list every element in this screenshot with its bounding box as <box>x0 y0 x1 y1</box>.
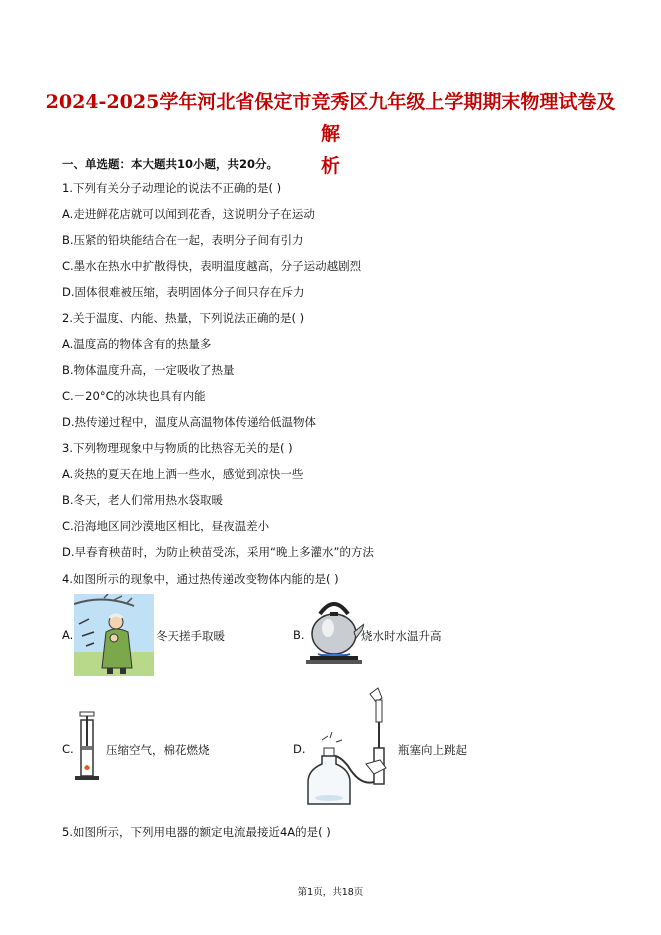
q2-option-b: B.物体温度升高，一定吸收了热量 <box>62 363 235 377</box>
title-line-1: 2024-2025学年河北省保定市竞秀区九年级上学期期末物理试卷及解 <box>45 91 616 145</box>
kettle-on-stove-illustration <box>304 596 364 666</box>
q3-stem: 3.下列物理现象中与物质的比热容无关的是( ) <box>62 441 293 455</box>
q4-option-a-label: A. <box>62 628 74 642</box>
rubbing-hands-illustration <box>74 594 154 676</box>
q4-option-b-label: B. <box>293 628 305 642</box>
q2-stem: 2.关于温度、内能、热量，下列说法正确的是( ) <box>62 311 305 325</box>
bottle-cork-pump-illustration <box>300 686 396 808</box>
q1-stem: 1.下列有关分子动理论的说法不正确的是( ) <box>62 181 282 195</box>
q3-option-c: C.沿海地区同沙漠地区相比，昼夜温差小 <box>62 519 270 533</box>
q3-option-b: B.冬天，老人们常用热水袋取暖 <box>62 493 224 507</box>
q1-option-d: D.固体很难被压缩，表明固体分子间只存在斥力 <box>62 285 305 299</box>
q4-option-c-caption: 压缩空气，棉花燃烧 <box>106 743 210 757</box>
air-compression-cylinder-illustration <box>72 710 102 782</box>
title-line-2: 析 <box>320 155 340 177</box>
q1-option-b: B.压紧的铅块能结合在一起，表明分子间有引力 <box>62 233 304 247</box>
section-heading: 一、单选题：本大题共10小题，共20分。 <box>62 157 279 171</box>
q4-option-c-label: C. <box>62 742 74 756</box>
q4-option-b-caption: 烧水时水温升高 <box>361 629 442 643</box>
q4-stem: 4.如图所示的现象中，通过热传递改变物体内能的是( ) <box>62 572 339 586</box>
q1-option-a: A.走进鲜花店就可以闻到花香，这说明分子在运动 <box>62 207 315 221</box>
q3-option-a: A.炎热的夏天在地上洒一些水，感觉到凉快一些 <box>62 467 304 481</box>
q5-stem: 5.如图所示，下列用电器的额定电流最接近4A的是( ) <box>62 825 331 839</box>
q3-option-d: D.早春育秧苗时，为防止秧苗受冻，采用“晚上多灌水”的方法 <box>62 545 374 559</box>
q2-option-d: D.热传递过程中，温度从高温物体传递给低温物体 <box>62 415 317 429</box>
q2-option-c: C.－20°C的冰块也具有内能 <box>62 389 206 403</box>
q4-option-a-caption: 冬天搓手取暖 <box>156 629 225 643</box>
q4-option-d-caption: 瓶塞向上跳起 <box>398 743 467 757</box>
q1-option-c: C.墨水在热水中扩散得快，表明温度越高，分子运动越剧烈 <box>62 259 362 273</box>
q2-option-a: A.温度高的物体含有的热量多 <box>62 337 212 351</box>
q4-option-d-label: D. <box>293 742 306 756</box>
page-footer: 第1页，共18页 <box>297 887 364 898</box>
